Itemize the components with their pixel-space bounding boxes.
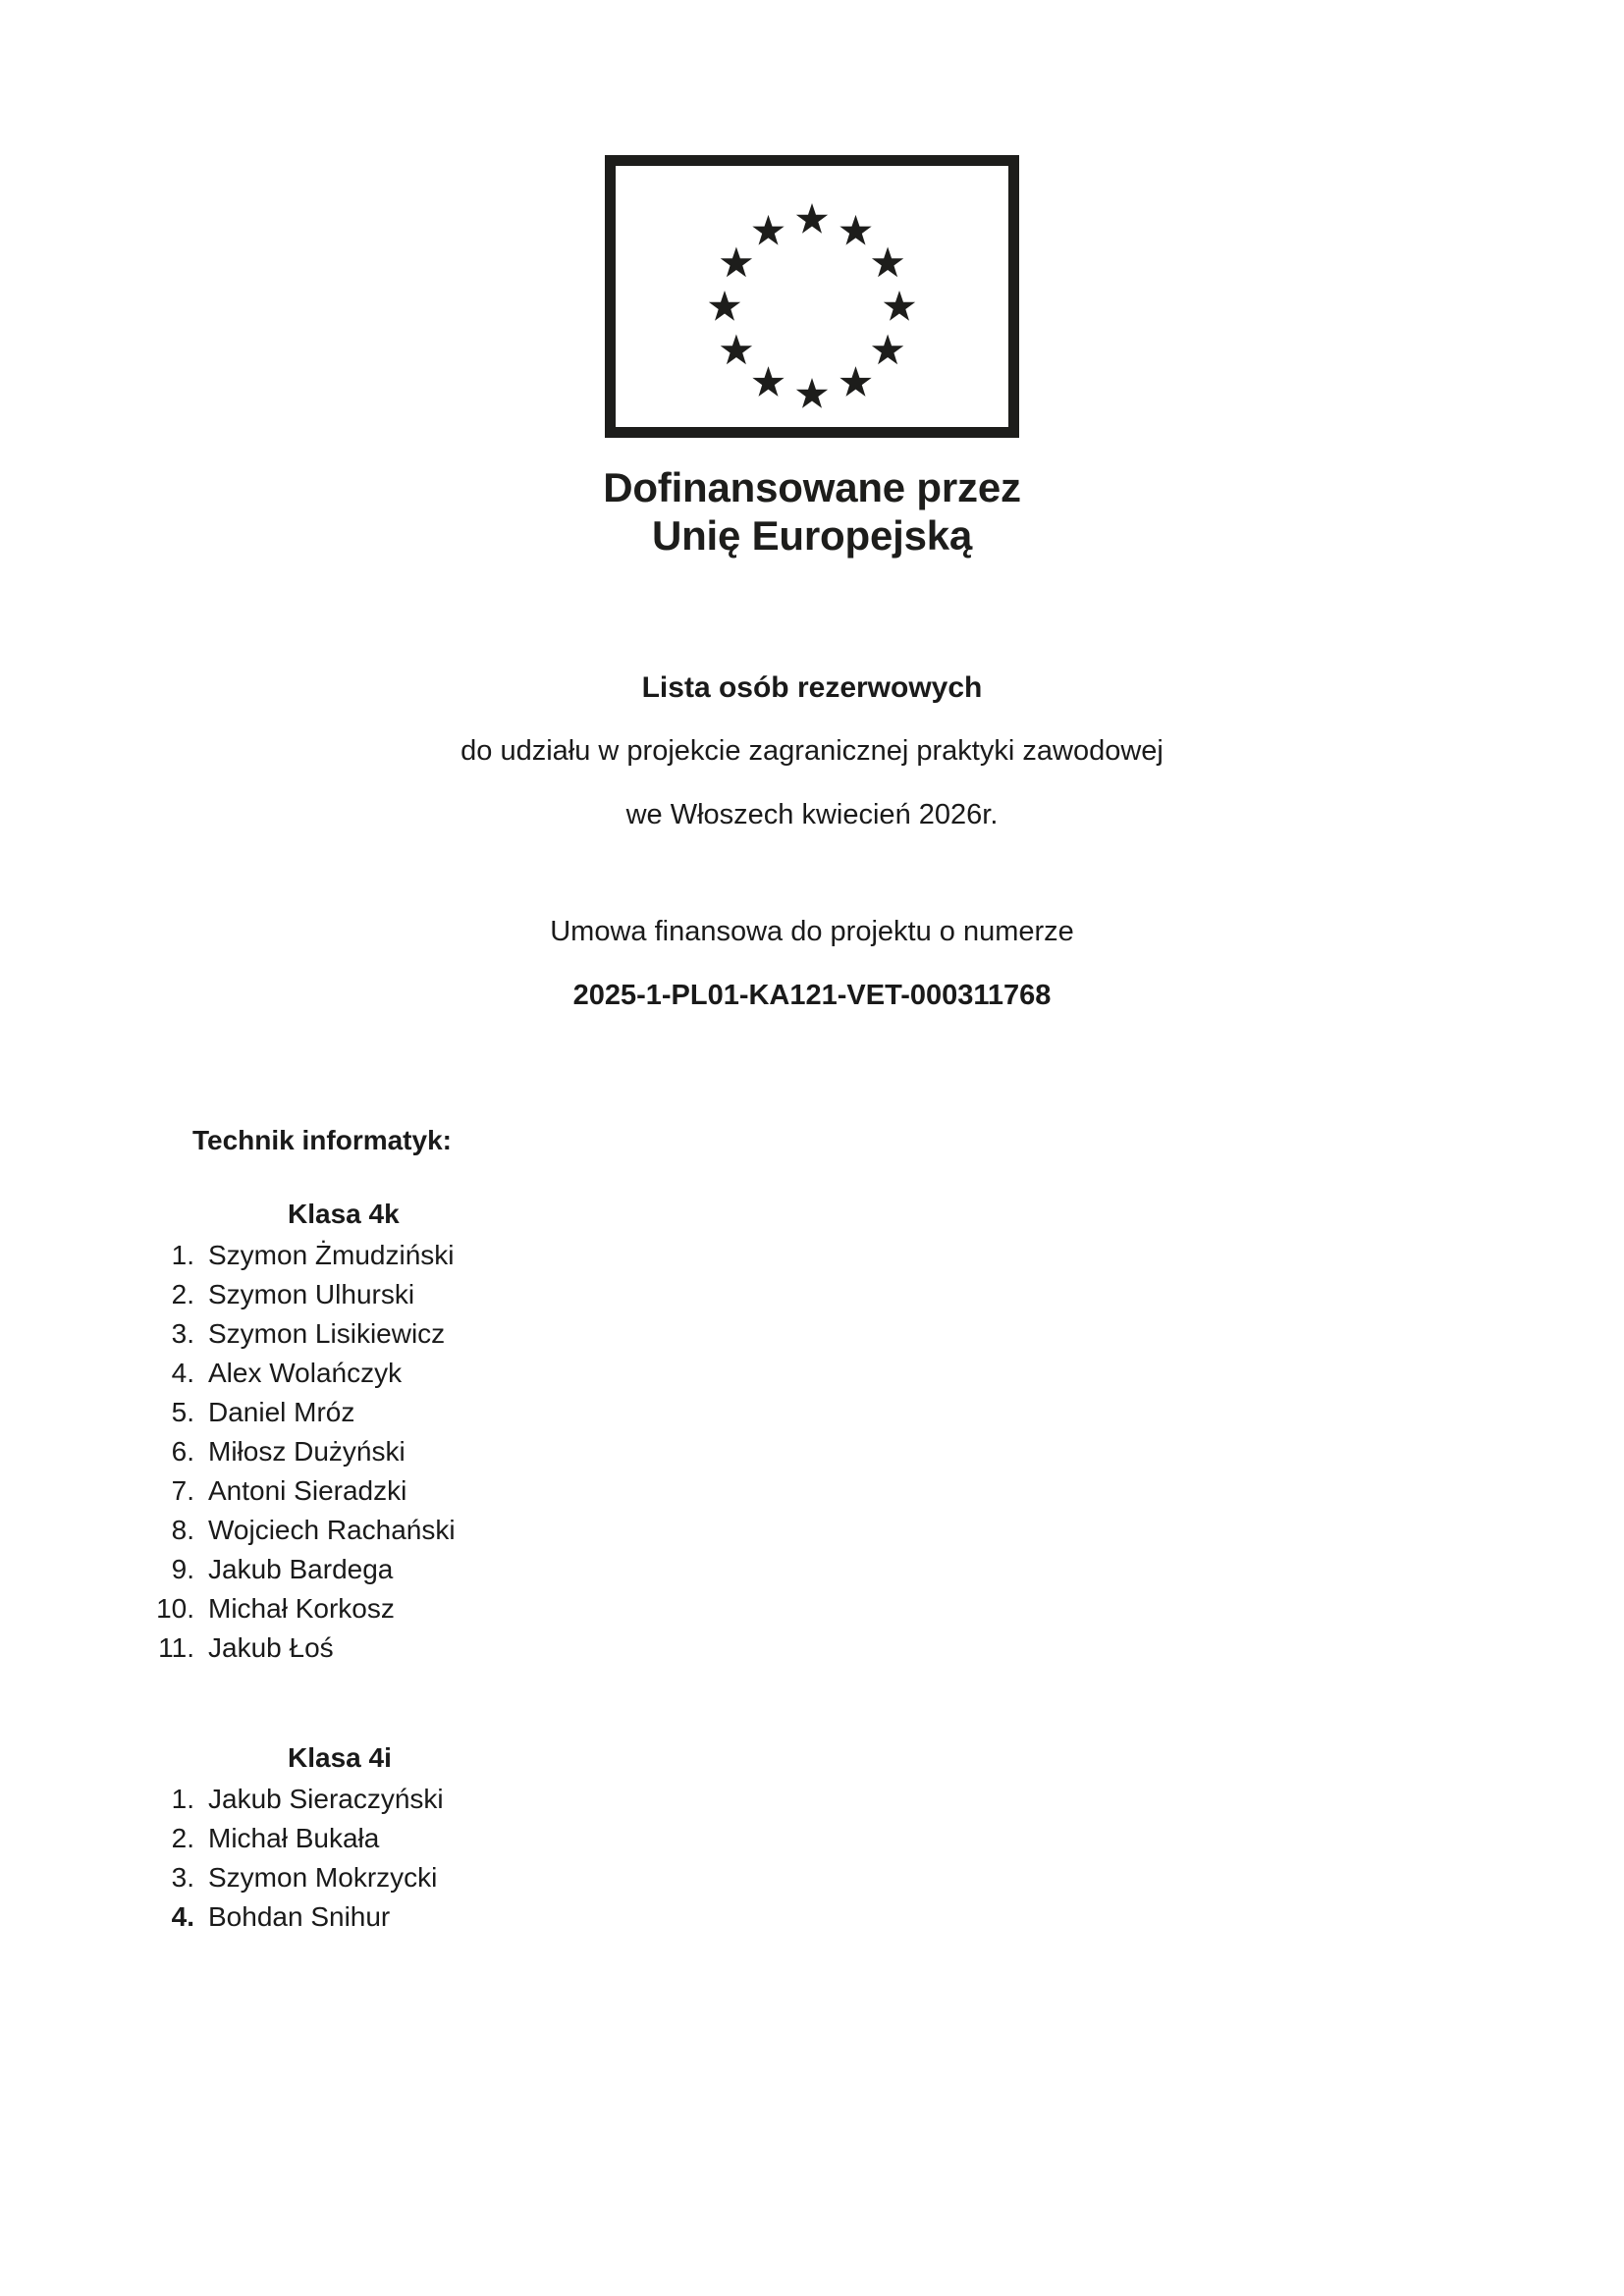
- list-item: [0, 1780, 1624, 1819]
- list-item-number: 10.: [156, 1593, 194, 1624]
- eu-funding-logo: [0, 155, 1624, 560]
- agreement-intro-text: Umowa finansowa do projektu o numerze: [550, 916, 1074, 947]
- list-item-name: Michał Bukała: [208, 1823, 380, 1853]
- list-item: [0, 1432, 1624, 1471]
- list-item: [0, 1471, 1624, 1511]
- list-item: [0, 1629, 1624, 1668]
- eu-funding-caption: [603, 463, 1021, 560]
- list-item-name: Szymon Ulhurski: [208, 1279, 415, 1309]
- class-heading: Klasa 4k: [288, 1199, 400, 1229]
- list-item-name: Szymon Mokrzycki: [208, 1862, 438, 1893]
- list-item: [0, 1393, 1624, 1432]
- list-item-number: 4.: [171, 1901, 194, 1932]
- eu-flag-icon: [605, 155, 1019, 438]
- page-title: Lista osób rezerwowych: [641, 671, 983, 704]
- list-item: [0, 1897, 1624, 1937]
- list-item-name: Szymon Lisikiewicz: [208, 1318, 446, 1349]
- list-item-number: 2.: [171, 1279, 194, 1309]
- list-item-number: 7.: [171, 1475, 194, 1506]
- list-item-number: 3.: [171, 1862, 194, 1893]
- list-item-number: 9.: [171, 1554, 194, 1584]
- list-item-number: 11.: [158, 1632, 194, 1663]
- subtitle-line-2: we Włoszech kwiecień 2026r.: [625, 799, 999, 830]
- list-item-name: Jakub Bardega: [208, 1554, 394, 1584]
- list-item-number: 8.: [171, 1515, 194, 1545]
- document-body: [0, 1127, 1624, 1937]
- list-item-name: Antoni Sieradzki: [208, 1475, 407, 1506]
- list-item-name: Bohdan Snihur: [208, 1901, 391, 1932]
- reserve-person-list: [0, 1780, 1624, 1937]
- list-item: [0, 1819, 1624, 1858]
- profession-heading: Technik informatyk:: [192, 1125, 452, 1155]
- list-item-number: 5.: [171, 1397, 194, 1427]
- list-item-number: 1.: [171, 1240, 194, 1270]
- reserve-person-list: [0, 1236, 1624, 1668]
- subtitle-line-1: do udziału w projekcie zagranicznej praktyki zawodowej: [460, 735, 1164, 767]
- list-item-number: 2.: [171, 1823, 194, 1853]
- class-groups: [0, 1201, 1624, 1937]
- agreement-number: 2025-1-PL01-KA121-VET-000311768: [572, 980, 1052, 1011]
- list-item-number: 1.: [171, 1784, 194, 1814]
- list-item-number: 6.: [171, 1436, 194, 1467]
- list-item: [0, 1354, 1624, 1393]
- list-item-name: Wojciech Rachański: [208, 1515, 456, 1545]
- list-item: [0, 1858, 1624, 1897]
- list-item: [0, 1314, 1624, 1354]
- list-item-name: Jakub Sieraczyński: [208, 1784, 444, 1814]
- class-heading: Klasa 4i: [288, 1742, 392, 1773]
- list-item-name: Miłosz Dużyński: [208, 1436, 406, 1467]
- list-item-name: Szymon Żmudziński: [208, 1240, 455, 1270]
- list-item: [0, 1550, 1624, 1589]
- document-header: [0, 673, 1624, 1010]
- class-group: [0, 1744, 1624, 1937]
- list-item: [0, 1275, 1624, 1314]
- list-item-name: Jakub Łoś: [208, 1632, 334, 1663]
- eu-caption-line-1: Dofinansowane przez: [603, 464, 1021, 510]
- list-item-number: 4.: [171, 1358, 194, 1388]
- list-item: [0, 1511, 1624, 1550]
- list-item: [0, 1589, 1624, 1629]
- list-item-name: Alex Wolańczyk: [208, 1358, 403, 1388]
- list-item-name: Michał Korkosz: [208, 1593, 395, 1624]
- list-item-name: Daniel Mróz: [208, 1397, 355, 1427]
- class-group: [0, 1201, 1624, 1668]
- list-item-number: 3.: [171, 1318, 194, 1349]
- list-item: [0, 1236, 1624, 1275]
- eu-caption-line-2: Unię Europejską: [651, 512, 973, 560]
